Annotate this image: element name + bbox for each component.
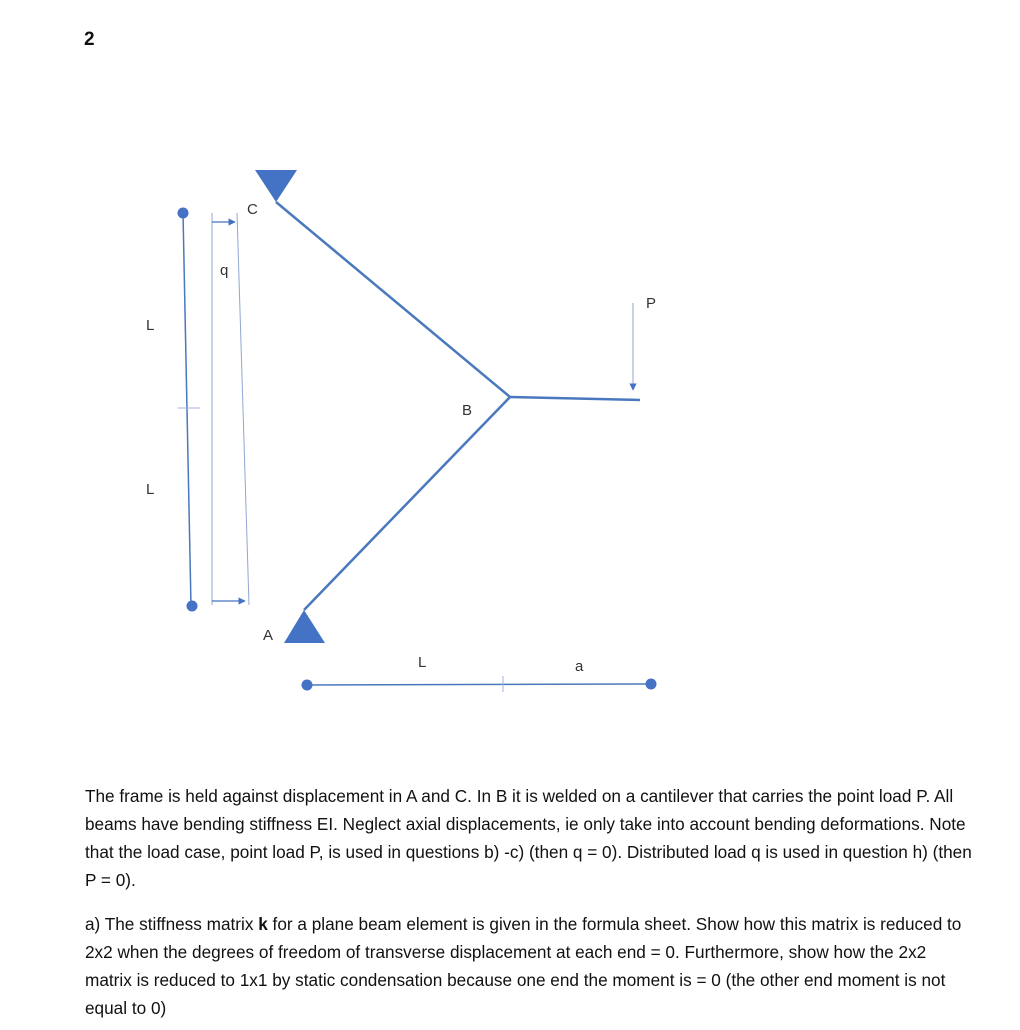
member-cb — [276, 202, 510, 397]
horizontal-dimension — [302, 676, 657, 692]
support-c-triangle — [255, 170, 297, 202]
question-a-text-end: for a plane beam element is given in the formula sheet. Show how this matrix is reduced to 2x2 when the degrees of freedom of transverse displacement at each end = 0. Furthermore, show how the 2x2 matrix is reduced to 1x1 by static condensation because one end the moment is = 0 (the other end moment is not equal to 0) — [85, 914, 962, 1018]
page-number: 2 — [84, 29, 95, 50]
label-dim-a: a — [575, 658, 584, 675]
label-dim-upper-l: L — [146, 317, 155, 334]
question-a — [85, 910, 975, 1022]
support-a-triangle — [284, 610, 325, 643]
member-ab — [304, 397, 510, 610]
stiffness-matrix-symbol: k — [258, 914, 268, 934]
label-dim-lower-l: L — [146, 481, 155, 498]
cantilever-member — [510, 397, 640, 400]
vertical-dimension — [178, 208, 201, 612]
question-a-text-start: a) The stiffness matrix — [85, 914, 259, 934]
label-c: C — [247, 201, 258, 218]
vertical-dimension-top-dot — [178, 208, 189, 219]
label-a-support: A — [263, 627, 274, 644]
label-q: q — [220, 262, 229, 279]
horizontal-dimension-right-dot — [646, 679, 657, 690]
problem-description: The frame is held against displacement in A and C. In B it is welded on a cantilever that carries the point load P. All beams have bending stiffness EI. Neglect axial displacements, ie only take into account bending deformations. Note that the load case, point load P, is used in questions b) -c) (then q = 0). Distributed load q is used in question h) (then P = 0). — [85, 786, 972, 890]
label-dim-horizontal-l: L — [418, 654, 427, 671]
distributed-load-q — [212, 213, 249, 605]
label-p: P — [646, 295, 657, 312]
horizontal-dimension-left-dot — [302, 680, 313, 691]
label-b: B — [462, 402, 473, 419]
vertical-dimension-bottom-dot — [187, 601, 198, 612]
